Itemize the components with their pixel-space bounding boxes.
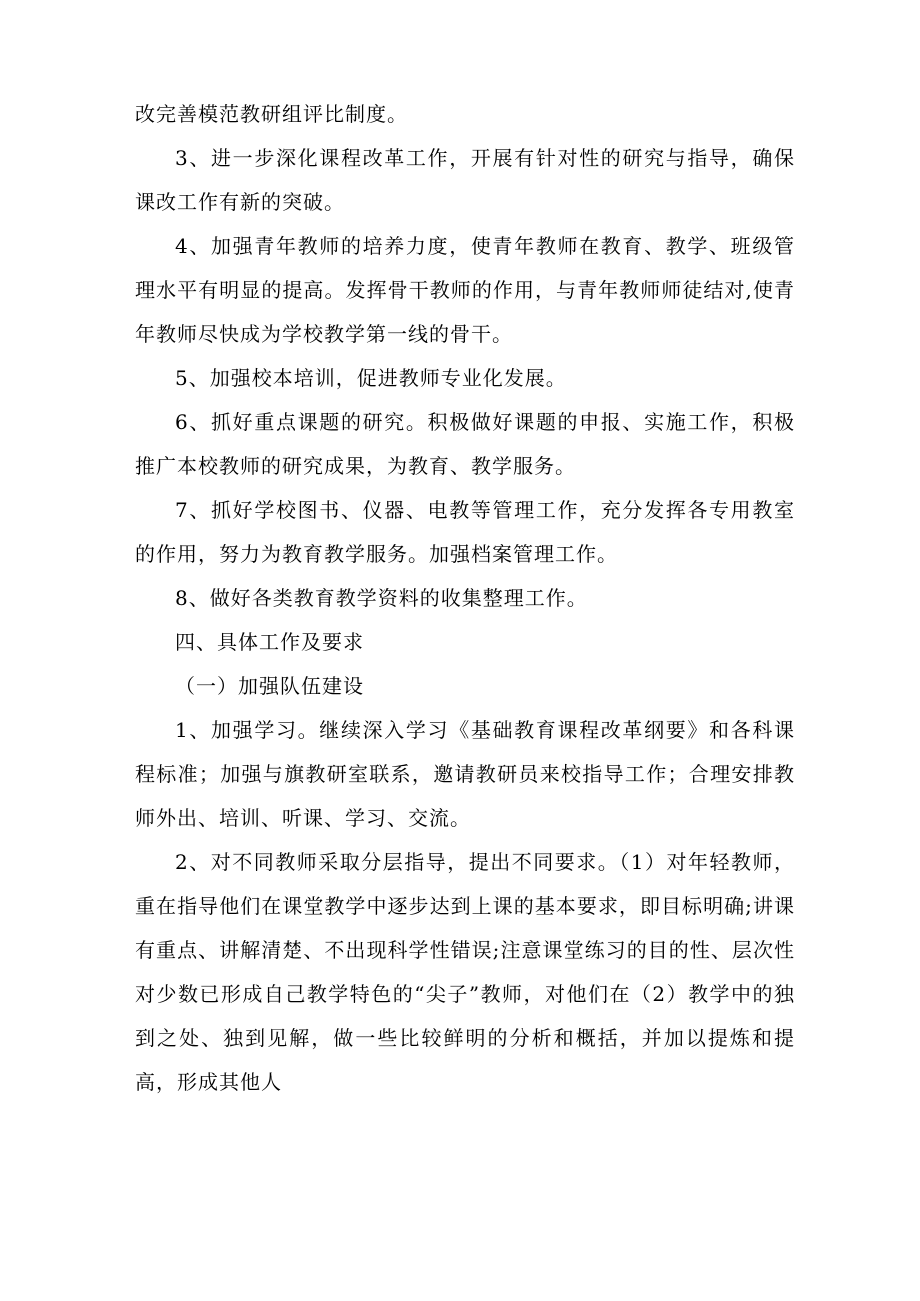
- paragraph: 5、加强校本培训，促进教师专业化发展。: [175, 366, 567, 390]
- paragraph: 1、加强学习。继续深入学习《基础教育课程改革纲要》和各科课程标准；加强与旗教研室联系，邀请教研员来校指导工作；合理安排教师外出、培训、听课、学习、交流。: [135, 718, 795, 830]
- section-heading: 四、具体工作及要求: [175, 630, 364, 654]
- paragraph: 7、抓好学校图书、仪器、电教等管理工作，充分发挥各专用教室的作用，努力为教育教学服务。加强档案管理工作。: [135, 498, 795, 566]
- paragraph: 改完善模范教研组评比制度。: [135, 102, 408, 126]
- document-body: [135, 92, 795, 1104]
- paragraph: 6、抓好重点课题的研究。积极做好课题的申报、实施工作，积极推广本校教师的研究成果，为教育、教学服务。: [135, 410, 795, 478]
- paragraph: 4、加强青年教师的培养力度，使青年教师在教育、教学、班级管理水平有明显的提高。发挥骨干教师的作用，与青年教师师徒结对,使青年教师尽快成为学校教学第一线的骨干。: [135, 234, 795, 346]
- subsection-heading: （一）加强队伍建设: [175, 674, 364, 698]
- paragraph: 2、对不同教师采取分层指导，提出不同要求。（1）对年轻教师，重在指导他们在课堂教学中逐步达到上课的基本要求，即目标明确;讲课有重点、讲解清楚、不出现科学性错误;注意课堂练习的目的性、层次性对少数已形成自己教学特色的“尖子”教师，对他们在（2）教学中的独到之处、独到见解，做一些比较鲜明的分析和概括，并加以提炼和提高，形成其他人: [135, 850, 795, 1094]
- paragraph: 3、进一步深化课程改革工作，开展有针对性的研究与指导，确保课改工作有新的突破。: [135, 146, 795, 214]
- paragraph: 8、做好各类教育教学资料的收集整理工作。: [175, 586, 588, 610]
